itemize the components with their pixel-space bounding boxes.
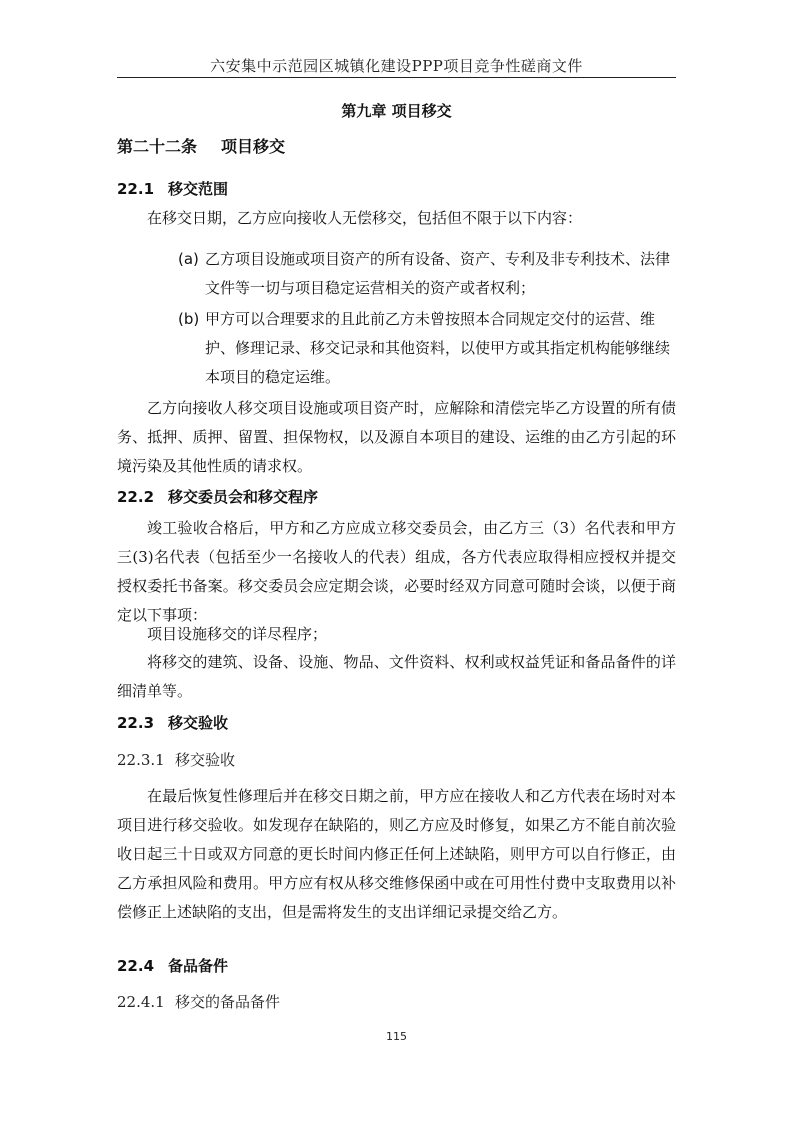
- subsection-title: 移交验收: [175, 751, 236, 769]
- subsection-number: 22.3.1: [117, 751, 165, 769]
- list-item-b: [178, 305, 676, 392]
- body-paragraph: 在最后恢复性修理后并在移交日期之前，甲方应在接收人和乙方代表在场时对本项目进行移交验收。如发现存在缺陷的，则乙方应及时修复，如果乙方不能自前次验收日起三十日或双方同意的更长时间内修正任何上述缺陷，则甲方可以自行修正，由乙方承担风险和费用。甲方应有权从移交维修保函中或在可用性付费中支取费用以补偿修正上述缺陷的支出，但是需将发生的支出详细记录提交给乙方。: [117, 787, 676, 921]
- page-number: 115: [386, 1030, 407, 1043]
- article-heading: [117, 134, 285, 157]
- section-number: 22.3: [117, 714, 155, 732]
- section-intro-paragraph: 在移交日期，乙方应向接收人无偿移交，包括但不限于以下内容：: [147, 209, 583, 227]
- subsection-heading-22-4-1: [117, 991, 280, 1012]
- section-title: 移交验收: [168, 714, 229, 732]
- section-closing-paragraph: 乙方向接收人移交项目设施或项目资产时，应解除和清偿完毕乙方设置的所有债务、抵押、质押、留置、担保物权，以及源自本项目的建设、运维的由乙方引起的环境污染及其他性质的请求权。: [117, 399, 676, 475]
- section-number: 22.4: [117, 957, 155, 975]
- subsection-heading-22-3-1: [117, 749, 235, 770]
- header-divider: [117, 77, 676, 78]
- subsection-number: 22.4.1: [117, 993, 165, 1011]
- section-title: 移交范围: [168, 180, 229, 198]
- section-heading-22-4: [117, 955, 228, 976]
- subsection-title: 移交的备品备件: [175, 993, 281, 1011]
- section-heading-22-1: [117, 178, 228, 199]
- running-header: 六安集中示范园区城镇化建设PPP项目竞争性磋商文件: [210, 57, 583, 75]
- article-title: 项目移交: [221, 137, 286, 156]
- list-item-label: (a): [178, 250, 199, 268]
- body-paragraph: 竣工验收合格后，甲方和乙方应成立移交委员会，由乙方三（3）名代表和甲方三(3)名代表（包括至少一名接收人的代表）组成，各方代表应取得相应授权并提交授权委托书备案。移交委员会应定期会谈，必要时经双方同意可随时会谈，以便于商定以下事项：: [117, 519, 676, 624]
- section-number: 22.2: [117, 488, 155, 506]
- list-item-text: 乙方项目设施或项目资产的所有设备、资产、专利及非专利技术、法律文件等一切与项目稳定运营相关的资产或者权利；: [205, 250, 671, 297]
- list-item-a: [178, 245, 676, 303]
- chapter-title: 第九章 项目移交: [341, 102, 452, 120]
- article-number: 第二十二条: [117, 137, 198, 156]
- section-heading-22-2: [117, 486, 318, 507]
- list-item-text: 甲方可以合理要求的且此前乙方未曾按照本合同规定交付的运营、维护、修理记录、移交记录和其他资料，以使甲方或其指定机构能够继续本项目的稳定运维。: [205, 310, 671, 386]
- section-number: 22.1: [117, 180, 155, 198]
- body-paragraph: 项目设施移交的详尽程序；: [147, 625, 328, 643]
- section-heading-22-3: [117, 712, 228, 733]
- section-title: 移交委员会和移交程序: [168, 488, 319, 506]
- body-paragraph: 将移交的建筑、设备、设施、物品、文件资料、权利或权益凭证和备品备件的详细清单等。: [117, 653, 676, 700]
- section-title: 备品备件: [168, 957, 229, 975]
- list-item-label: (b): [178, 310, 200, 328]
